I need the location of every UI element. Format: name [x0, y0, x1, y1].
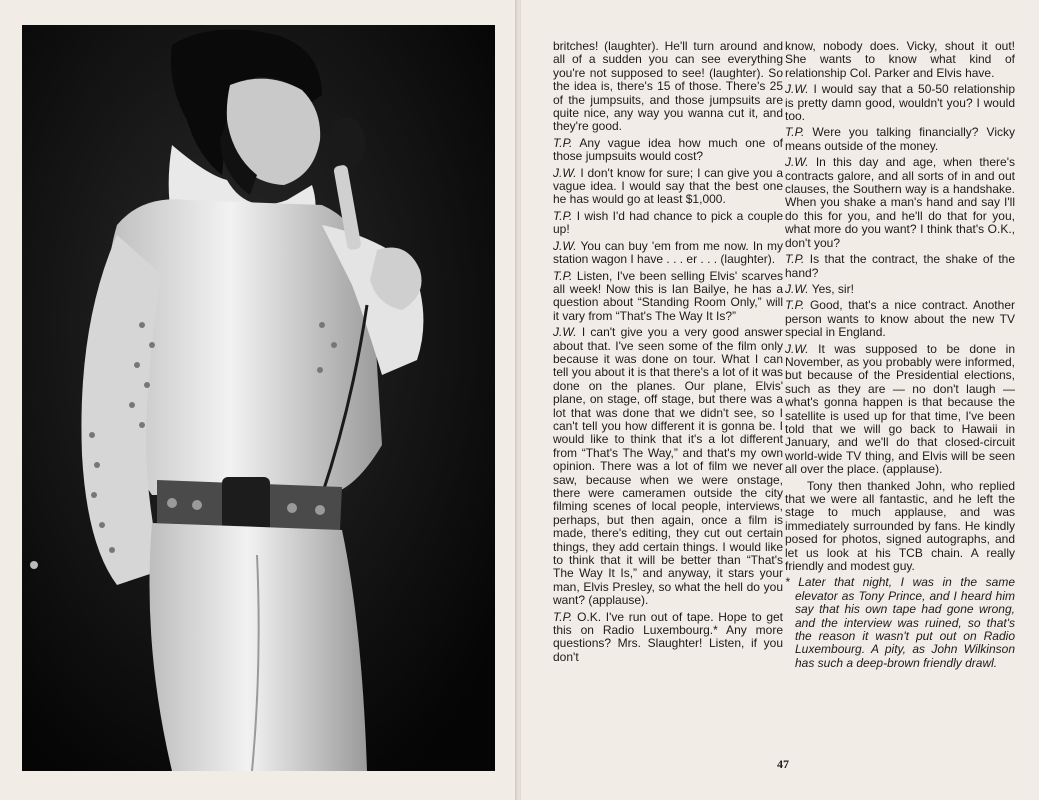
speaker-label: J.W. — [785, 155, 809, 170]
paragraph — [553, 137, 783, 164]
paragraph — [785, 299, 1015, 339]
paragraph-text: I can't give you a very good answer about that. I've seen some of the film only because it was done on tour. What I can tell you about it is that there's a lot of it was done on the planes. Our plane, Elvis' plane, on stage, off stage, but there was a lot that was done that we didn't see, so I can't tell you how different it is gonna be. I would like to think that it's a lot different from “That's The Way,” and that's my own opinion. There was a lot of film we never saw, because when we were onstage, there were cameramen outside the city filming scenes of local people, interviews, perhaps, but then again, once a film is made, there's editing, they cut out certain things, they add certain things. I would like to think that it will be better than “That's The Way It Is,” and anyway, it stars your man, Elvis Presley, so what the hell do you want? (applause). — [553, 325, 783, 608]
narration-paragraph: Tony then thanked John, who replied that we were all fantastic, and he left the stage to much applause, and was immediately surrounded by fans. He kindly posed for photos, signed autographs, and let us look at his TCB chain. A really friendly and modest guy. — [785, 478, 1015, 574]
speaker-label: J.W. — [553, 165, 577, 180]
speaker-label: J.W. — [553, 325, 577, 340]
paragraph-text: Were you talking financially? Vicky means outside of the money. — [785, 125, 1015, 153]
text-column-left — [553, 40, 783, 667]
paragraph — [785, 126, 1015, 153]
paragraph-text: know, nobody does. Vicky, shout it out! She wants to know what kind of relationship Col. Parker and Elvis have. — [785, 39, 1015, 80]
paragraph — [785, 253, 1015, 280]
paragraph — [785, 83, 1015, 123]
paragraph — [553, 167, 783, 207]
paragraph-text: In this day and age, when there's contracts galore, and all sorts of in and out clauses, the Southern way is a handshake. When you shake a man's hand and say I'll do this for you, and he'll do that for you, what more do you want? I think that's O.K., don't you? — [785, 155, 1015, 250]
paragraph-text: I wish I'd had chance to pick a couple up! — [553, 208, 783, 237]
text-column-right — [785, 40, 1015, 673]
paragraph-text: Is that the contract, the shake of the hand? — [785, 252, 1015, 280]
speaker-label: J.W. — [785, 82, 809, 97]
footnote: * Later that night, I was in the same elevator as Tony Prince, and I heard him say that his own tape had gone wrong, and the interview was ruined, so that's the reason it wasn't put out on Radio Luxembourg. A pity, as John Wilkinson has such a deep-brown friendly drawl. — [785, 575, 1015, 670]
speaker-label: T.P. — [785, 252, 805, 267]
speaker-label: J.W. — [785, 341, 809, 356]
elvis-performance-photo — [22, 25, 495, 771]
speaker-label: T.P. — [785, 298, 805, 313]
paragraph — [785, 343, 1015, 477]
speaker-label: T.P. — [785, 125, 805, 140]
paragraph-text: I don't know for sure; I can give you a vague idea. I would say that the best one he has would go at least $1,000. — [553, 165, 783, 207]
paragraph-text: Yes, sir! — [811, 281, 854, 296]
paragraph-text: Any vague idea how much one of those jumpsuits would cost? — [553, 135, 783, 164]
paragraph — [553, 270, 783, 324]
paragraph — [553, 611, 783, 665]
paragraph — [553, 210, 783, 237]
speaker-label: J.W. — [785, 281, 809, 296]
paragraph — [785, 283, 1015, 296]
paragraph-text: You can buy 'em from me now. In my station wagon I have . . . er . . . (laughter). — [553, 238, 783, 267]
paragraph — [785, 40, 1015, 80]
speaker-label: T.P. — [553, 135, 573, 150]
paragraph — [785, 156, 1015, 250]
speaker-label: T.P. — [553, 609, 573, 624]
speaker-label: T.P. — [553, 208, 573, 223]
speaker-label: T.P. — [553, 268, 573, 283]
paragraph-text: britches! (laughter). He'll turn around and all of a sudden you can see everything you're not supposed to see! (laughter). So the idea is, there's 15 of those. There's 25 of the jumpsuits, and those jumpsuits are quite nice, any way you wanna cut it, and they're good. — [553, 39, 783, 134]
paragraph-text: Good, that's a nice contract. Another person wants to know about the new TV special in England. — [785, 298, 1015, 340]
paragraph-text: O.K. I've run out of tape. Hope to get this on Radio Luxembourg.* Any more questions? Mrs. Slaughter! Listen, if you don't — [553, 609, 783, 664]
paragraph — [553, 240, 783, 267]
page-number: 47 — [777, 757, 789, 771]
paragraph-text: It was supposed to be done in November, as you probably were informed, but because of the Presidential elections, such as they are — no don't laugh — what's gonna happen is that because the satellite is used up for that time, I've been told that we will go back to Hawaii in January, and we'll do that closed-circuit world-wide TV thing, and Elvis will be seen all over the place. (applause). — [785, 341, 1015, 477]
paragraph-text: I would say that a 50-50 relationship is pretty damn good, wouldn't you? I would too. — [785, 82, 1015, 124]
paragraph — [553, 326, 783, 608]
left-page — [0, 0, 517, 800]
paragraph — [553, 40, 783, 134]
speaker-label: J.W. — [553, 238, 577, 253]
paragraph-text: Listen, I've been selling Elvis' scarves all week! Now this is Ian Bailye, he has a question about “Standing Room Only,” will it vary from “That's The Way It Is?” — [553, 268, 783, 323]
